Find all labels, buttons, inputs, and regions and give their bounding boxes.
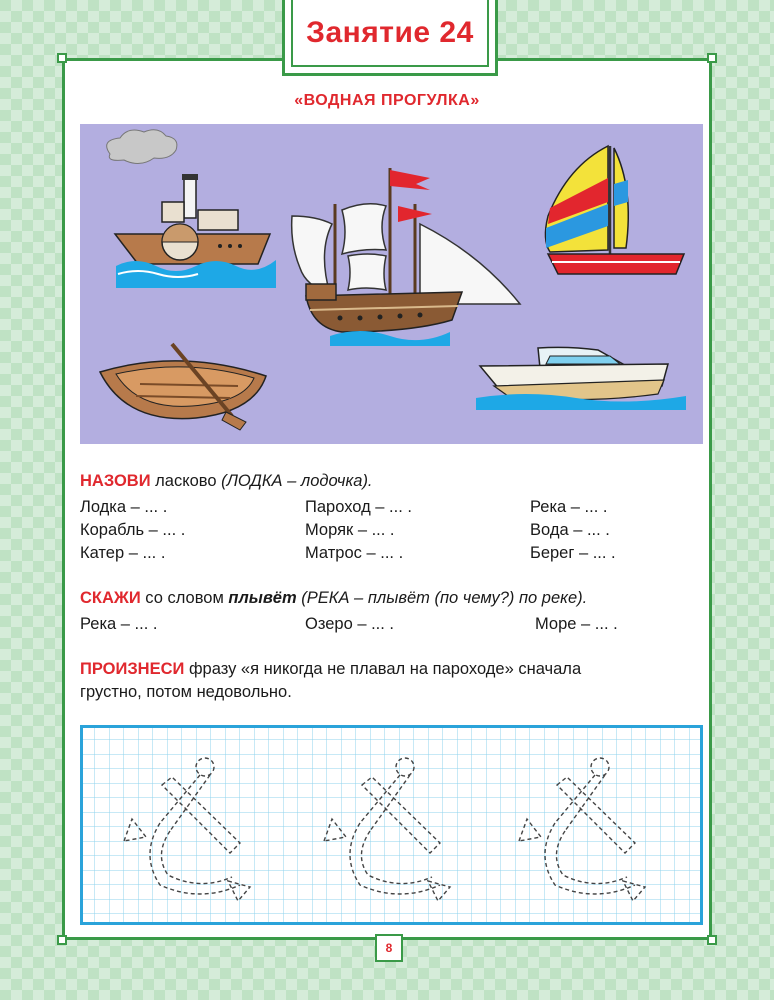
task1-item: Вода – ... . — [530, 521, 610, 539]
task2-example: (РЕКА – плывёт (по чему?) по реке). — [296, 589, 588, 607]
corner-top-left — [57, 53, 67, 63]
boats-illustration — [80, 124, 703, 444]
task1-item: Катер – ... . — [80, 544, 166, 562]
task2-item: Море – ... . — [535, 615, 618, 633]
task1-item: Корабль – ... . — [80, 521, 186, 539]
lesson-subtitle: «ВОДНАЯ ПРОГУЛКА» — [294, 92, 480, 109]
task1-item: Берег – ... . — [530, 544, 616, 562]
task1-instruction — [80, 472, 373, 491]
task1-item: Пароход – ... . — [305, 498, 412, 516]
task2-item: Река – ... . — [80, 615, 158, 633]
task1-item: Моряк – ... . — [305, 521, 395, 539]
corner-bottom-right — [707, 935, 717, 945]
page-number: 8 — [375, 934, 403, 962]
task1-example: (ЛОДКА – лодочка). — [221, 472, 373, 490]
corner-top-right — [707, 53, 717, 63]
task1-item: Матрос – ... . — [305, 544, 404, 562]
task3-instruction — [80, 660, 581, 679]
task2-item: Озеро – ... . — [305, 615, 395, 633]
task2-text: со словом — [140, 589, 229, 607]
task2-word: плывёт — [228, 589, 297, 607]
task1-item: Лодка – ... . — [80, 498, 168, 516]
anchor-tracing-grid — [80, 725, 703, 925]
task3-line1: фразу «я никогда не плавал на пароходе» сначала — [184, 660, 582, 678]
task2-keyword: СКАЖИ — [80, 589, 141, 607]
task2-instruction — [80, 589, 587, 608]
lesson-title: Занятие 24 — [291, 0, 489, 67]
task3-keyword: ПРОИЗНЕСИ — [80, 660, 185, 678]
task1-text: ласково — [150, 472, 222, 490]
task1-keyword: НАЗОВИ — [80, 472, 151, 490]
corner-bottom-left — [57, 935, 67, 945]
task1-item: Река – ... . — [530, 498, 608, 516]
task3-line2: грустно, потом недовольно. — [80, 683, 292, 701]
lesson-title-box — [282, 0, 498, 76]
